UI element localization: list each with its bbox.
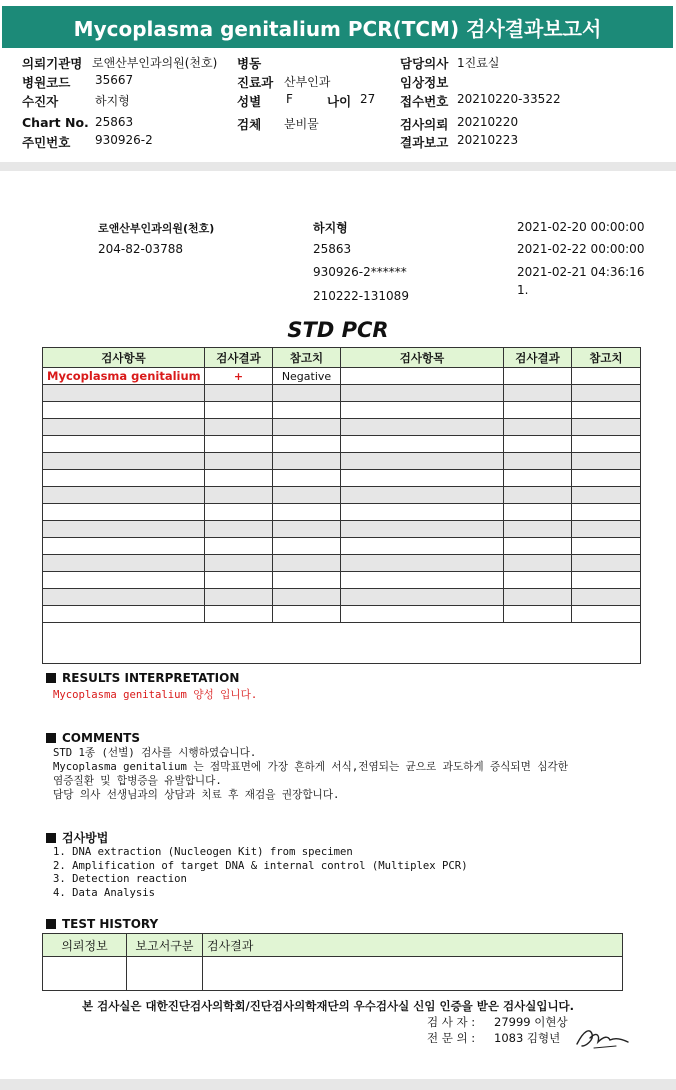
results-table (42, 347, 641, 664)
address-rrn: 930926-2****** (313, 265, 407, 279)
info-row-1 (22, 54, 662, 72)
comment-line-1: STD 1종 (선별) 검사를 시행하였습니다. (53, 747, 257, 759)
specimen-label: 검체 (237, 117, 262, 132)
ward-label: 병동 (237, 56, 262, 71)
address-biz-no: 204-82-03788 (98, 242, 184, 256)
address-date2: 2021-02-22 00:00:00 (517, 242, 645, 256)
patient-label: 수진자 (22, 94, 59, 109)
table-row (43, 453, 641, 470)
patient-value: 하지형 (95, 94, 130, 108)
dept-value: 산부인과 (284, 75, 331, 89)
header-result-1: 검사결과 (205, 348, 273, 368)
request-value: 20210220 (457, 115, 519, 129)
rrn-value: 930926-2 (95, 133, 153, 147)
table-row (43, 957, 623, 991)
doctor-label: 담당의사 (400, 56, 449, 71)
result-value: + (205, 368, 273, 385)
comment-line-2: Mycoplasma genitalium 는 점막표면에 가장 흔하게 서식,전염되는 균으로 과도하게 증식되면 심각한 (53, 761, 568, 773)
sex-label: 성별 (237, 94, 262, 109)
footer-separator (0, 1079, 676, 1090)
certification-text: 본 검사실은 대한진단검사의학회/진단검사의학재단의 우수검사실 신임 인증을 받은 검사실입니다. (81, 999, 575, 1013)
age-label: 나이 (327, 94, 352, 109)
tester-label: 검 사 자 : (427, 1015, 476, 1029)
result-reference: Negative (273, 368, 341, 385)
chart-value: 25863 (95, 115, 134, 129)
specialist-label: 전 문 의 : (427, 1031, 476, 1045)
chart-label: Chart No. (22, 115, 89, 130)
table-row (43, 606, 641, 623)
square-bullet-icon (46, 833, 56, 843)
specimen-value: 분비물 (284, 117, 319, 131)
rrn-label: 주민번호 (22, 135, 71, 150)
method-line-1: 1. DNA extraction (Nucleogen Kit) from specimen (53, 846, 353, 858)
info-row-4 (22, 115, 662, 133)
report-title: Mycoplasma genitalium PCR(TCM) 검사결과보고서 (2, 6, 673, 48)
method-heading (46, 829, 108, 846)
comments-heading-text: COMMENTS (62, 731, 140, 745)
comment-line-3: 염증질환 및 합병증을 유발합니다. (53, 775, 222, 787)
address-date1: 2021-02-20 00:00:00 (517, 220, 645, 234)
table-row (43, 402, 641, 419)
address-chart: 25863 (313, 242, 352, 256)
address-date3-cont: 1. (517, 283, 529, 297)
table-row (43, 521, 641, 538)
method-line-2: 2. Amplification of target DNA & internal control (Multiplex PCR) (53, 860, 468, 872)
receipt-value: 20210220-33522 (457, 92, 561, 106)
header-reference-1: 참고치 (273, 348, 341, 368)
history-header-request: 의뢰정보 (43, 934, 127, 957)
table-row (43, 538, 641, 555)
age-value: 27 (360, 92, 376, 106)
tester-value: 27999 이현상 (494, 1015, 568, 1029)
result-item-name: Mycoplasma genitalium (43, 368, 205, 385)
comment-line-4: 담당 의사 선생님과의 상담과 치료 후 재검을 권장합니다. (53, 789, 340, 801)
test-history-table (42, 933, 623, 991)
interpretation-text: Mycoplasma genitalium 양성 입니다. (53, 689, 258, 701)
interpretation-heading (46, 671, 239, 685)
info-row-3 (22, 92, 662, 110)
comments-heading (46, 731, 140, 745)
sex-value: F (286, 92, 293, 106)
table-row (43, 589, 641, 606)
header-reference-2: 참고치 (572, 348, 641, 368)
request-label: 검사의뢰 (400, 117, 449, 132)
report-value: 20210223 (457, 133, 519, 147)
patient-info-block (22, 54, 662, 150)
report-label: 결과보고 (400, 135, 449, 150)
square-bullet-icon (46, 733, 56, 743)
history-heading-text: TEST HISTORY (62, 917, 159, 931)
results-header-row (43, 348, 641, 368)
table-row (43, 555, 641, 572)
hospital-code-label: 병원코드 (22, 75, 71, 90)
interpretation-heading-text: RESULTS INTERPRETATION (62, 671, 240, 685)
square-bullet-icon (46, 673, 56, 683)
doctor-value: 1진료실 (457, 56, 500, 70)
method-line-3: 3. Detection reaction (53, 873, 187, 885)
table-row (43, 385, 641, 402)
table-row (43, 623, 641, 664)
method-line-4: 4. Data Analysis (53, 887, 156, 899)
square-bullet-icon (46, 919, 56, 929)
history-header-row (43, 934, 623, 957)
std-pcr-title: STD PCR (287, 318, 389, 342)
address-clinic: 로앤산부인과의원(천호) (98, 222, 215, 235)
address-receipt: 210222-131089 (313, 289, 409, 303)
address-date3: 2021-02-21 04:36:16 (517, 265, 645, 279)
receipt-label: 접수번호 (400, 94, 449, 109)
dept-label: 진료과 (237, 75, 274, 90)
info-row-2 (22, 73, 662, 91)
table-row (43, 572, 641, 589)
clinical-label: 임상정보 (400, 75, 449, 90)
specialist-value: 1083 김형년 (494, 1031, 561, 1045)
header-test-item-2: 검사항목 (341, 348, 504, 368)
table-row (43, 368, 641, 385)
table-row (43, 504, 641, 521)
hospital-code-value: 35667 (95, 73, 134, 87)
header-separator (0, 162, 676, 171)
signature-icon (574, 1024, 632, 1052)
info-row-5 (22, 133, 662, 151)
address-patient: 하지형 (313, 221, 348, 235)
header-test-item-1: 검사항목 (43, 348, 205, 368)
client-label: 의뢰기관명 (22, 56, 83, 71)
history-header-report-type: 보고서구분 (127, 934, 203, 957)
history-header-result: 검사결과 (203, 934, 623, 957)
table-row (43, 419, 641, 436)
table-row (43, 470, 641, 487)
header-result-2: 검사결과 (504, 348, 572, 368)
method-heading-text: 검사방법 (62, 831, 109, 845)
table-row (43, 436, 641, 453)
history-heading (46, 917, 158, 931)
client-value: 로앤산부인과의원(천호) (92, 56, 218, 70)
table-row (43, 487, 641, 504)
